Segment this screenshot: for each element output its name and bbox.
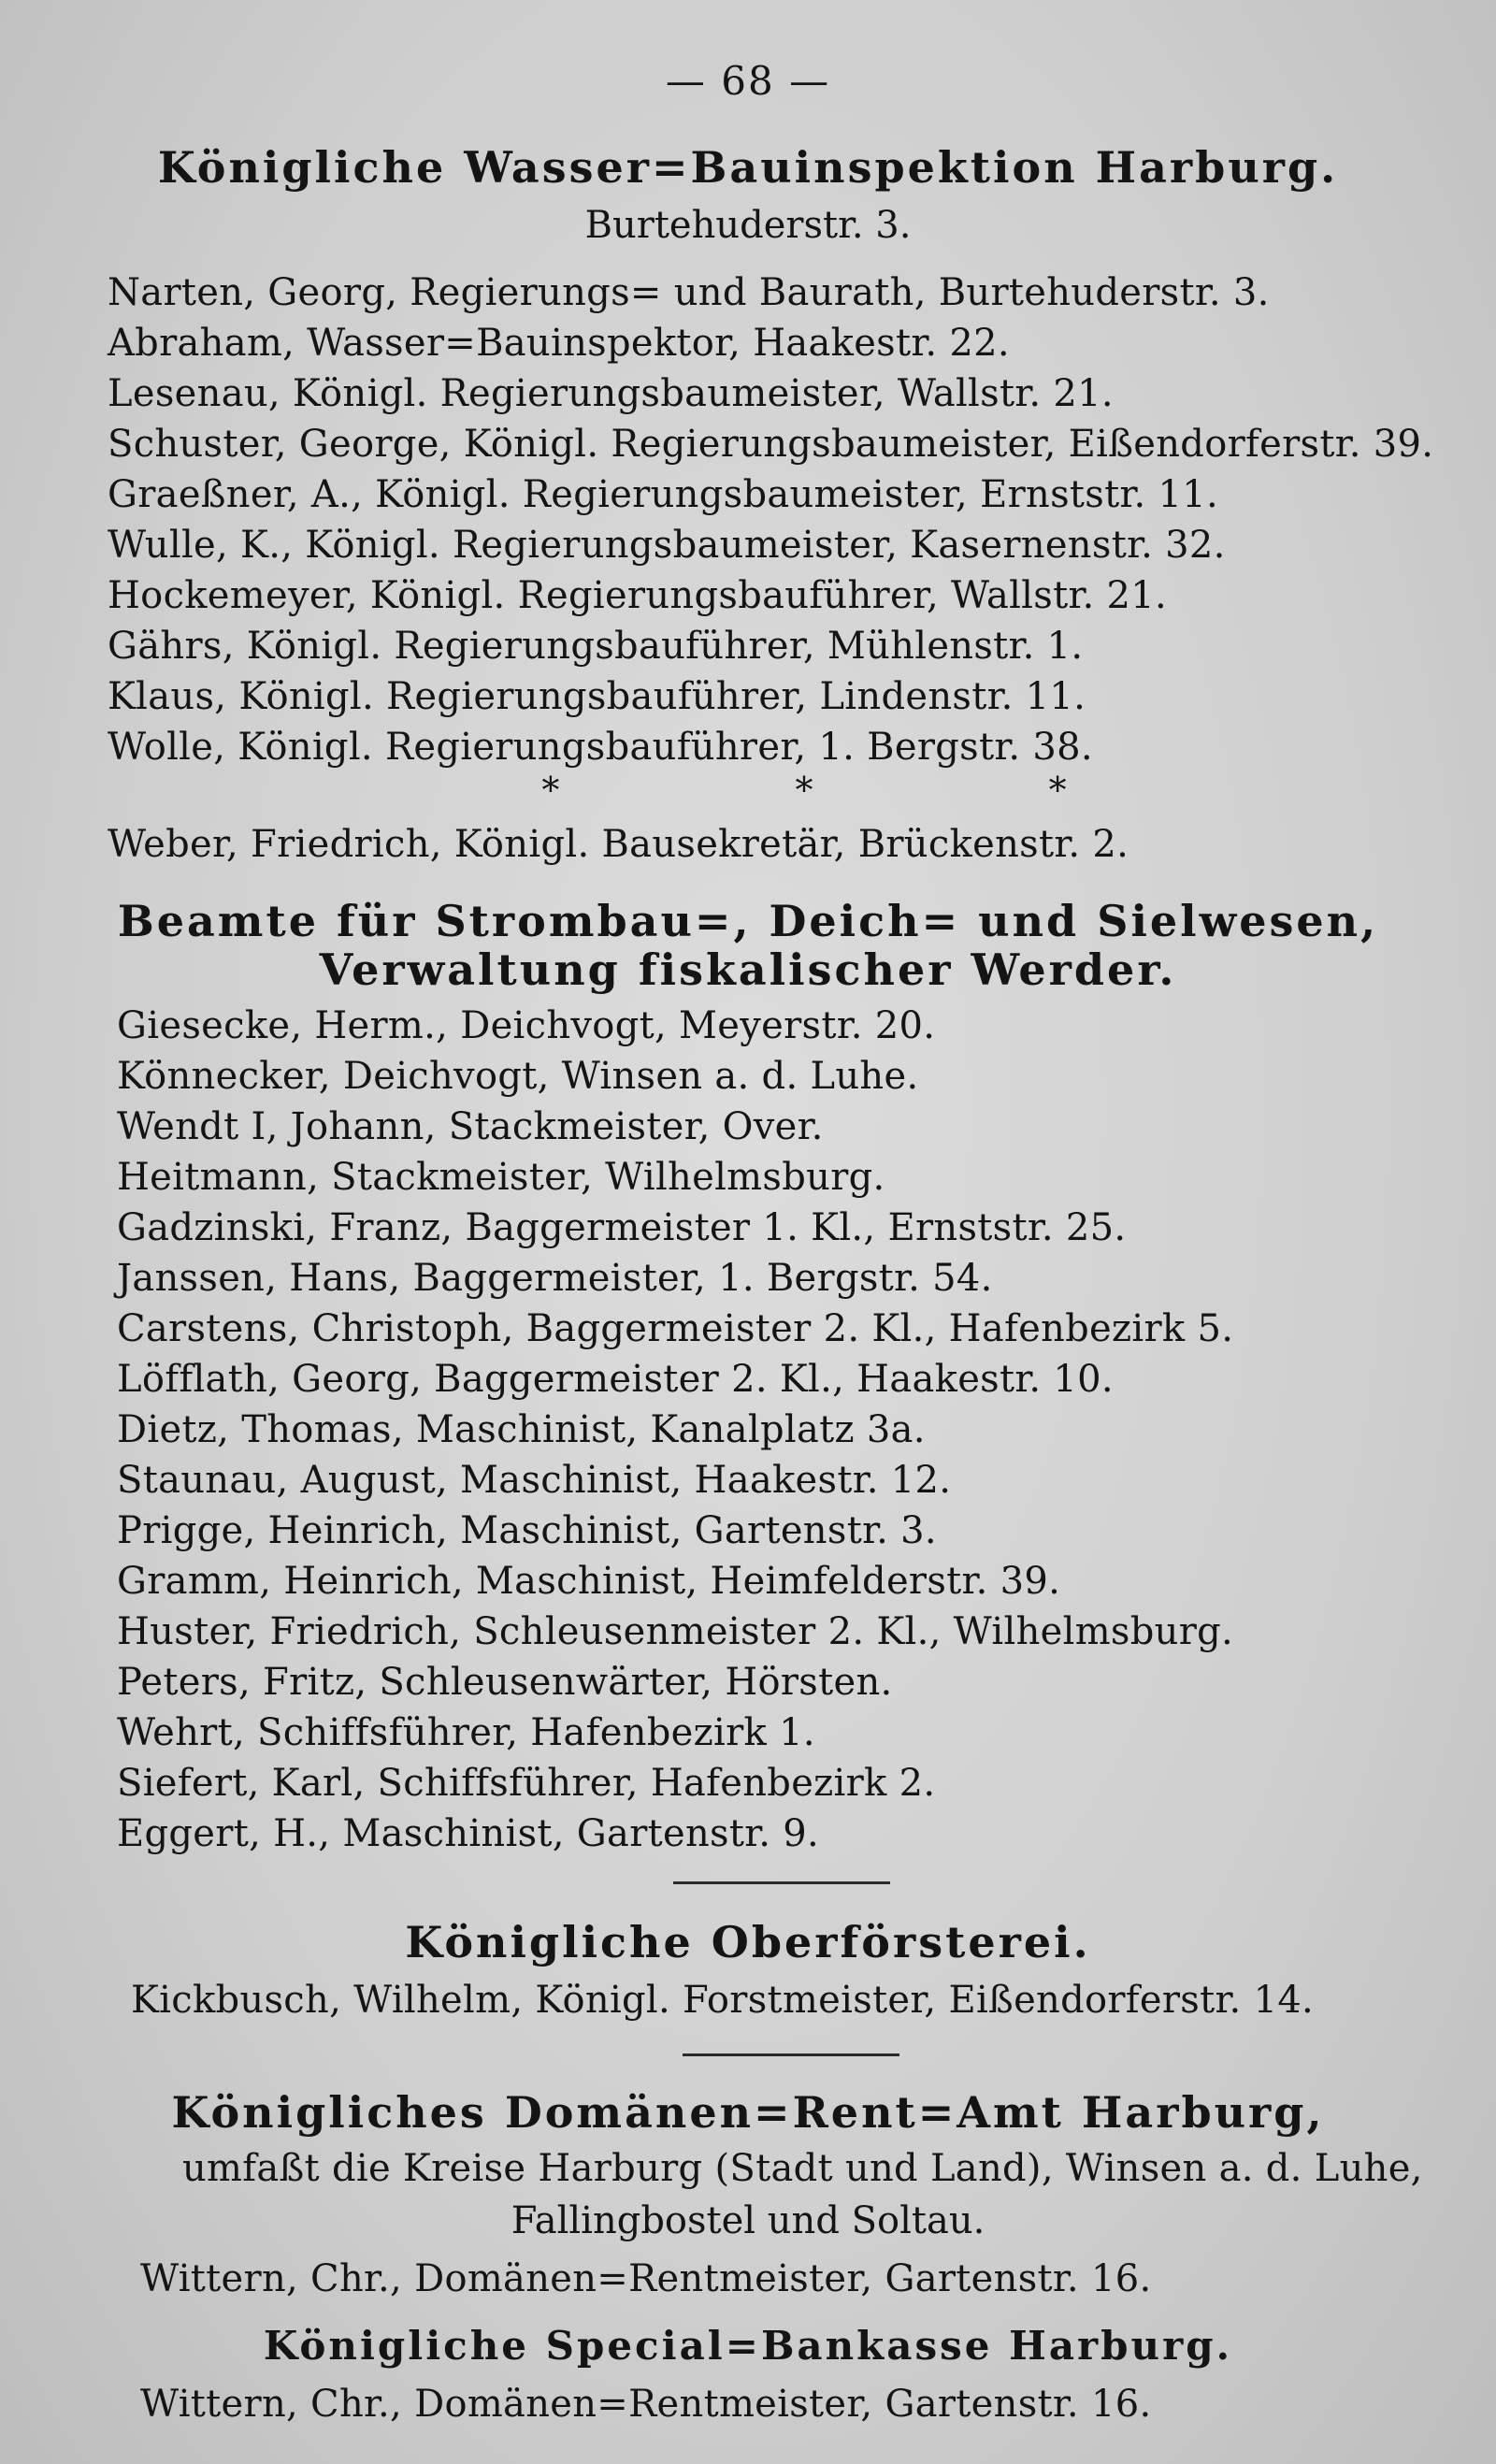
section-title-strombau-line2: Verwaltung fiskalischer Werder.	[319, 944, 1177, 995]
directory-entry: Kickbusch, Wilhelm, Königl. Forstmeister, Eißendorferstr. 14.	[131, 1979, 1315, 2022]
section-divider	[683, 2053, 899, 2056]
section-description: Fallingbostel und Soltau.	[511, 2199, 985, 2242]
directory-entry: Wolle, Königl. Regierungsbauführer, 1. Bergstr. 38.	[108, 726, 1093, 769]
directory-entry: Carstens, Christoph, Baggermeister 2. Kl., Hafenbezirk 5.	[117, 1307, 1234, 1350]
directory-entry: Hockemeyer, Königl. Regierungsbauführer, Wallstr. 21.	[108, 574, 1168, 617]
directory-entry: Huster, Friedrich, Schleusenmeister 2. Kl., Wilhelmsburg.	[117, 1610, 1234, 1653]
directory-entry: Prigge, Heinrich, Maschinist, Gartenstr. 3.	[117, 1509, 937, 1552]
section-title-domaenen-rent-amt: Königliches Domänen=Rent=Amt Harburg,	[171, 2087, 1325, 2138]
directory-entry: Wittern, Chr., Domänen=Rentmeister, Gartenstr. 16.	[140, 2383, 1152, 2426]
directory-entry: Wittern, Chr., Domänen=Rentmeister, Gartenstr. 16.	[140, 2257, 1152, 2300]
directory-entry: Abraham, Wasser=Bauinspektor, Haakestr. 22.	[108, 322, 1010, 365]
section-title-wasser-bauinspektion: Königliche Wasser=Bauinspektion Harburg.	[157, 142, 1339, 193]
directory-entry: Heitmann, Stackmeister, Wilhelmsburg.	[117, 1156, 885, 1199]
directory-entry: Peters, Fritz, Schleusenwärter, Hörsten.	[117, 1661, 893, 1704]
directory-entry: Graeßner, A., Königl. Regierungsbaumeister, Ernststr. 11.	[108, 473, 1219, 516]
directory-entry: Gährs, Königl. Regierungsbauführer, Mühlenstr. 1.	[108, 625, 1084, 668]
section-title-special-bankasse: Königliche Special=Bankasse Harburg.	[263, 2323, 1233, 2369]
directory-entry: Gramm, Heinrich, Maschinist, Heimfelderstr. 39.	[117, 1560, 1061, 1603]
directory-entry: Staunau, August, Maschinist, Haakestr. 12.	[117, 1459, 952, 1502]
section-address: Burtehuderstr. 3.	[584, 204, 912, 247]
directory-entry: Lesenau, Königl. Regierungsbaumeister, Wallstr. 21.	[108, 372, 1114, 415]
directory-entry: Gadzinski, Franz, Baggermeister 1. Kl., Ernststr. 25.	[117, 1206, 1127, 1249]
directory-entry: Giesecke, Herm., Deichvogt, Meyerstr. 20.	[117, 1004, 936, 1047]
directory-entry: Narten, Georg, Regierungs= und Baurath, Burtehuderstr. 3.	[108, 271, 1270, 314]
directory-entry: Wendt I, Johann, Stackmeister, Over.	[117, 1105, 824, 1148]
section-title-oberfoersterei: Königliche Oberförsterei.	[405, 1917, 1091, 1967]
directory-entry: Janssen, Hans, Baggermeister, 1. Bergstr. 54.	[117, 1257, 993, 1300]
directory-entry: Dietz, Thomas, Maschinist, Kanalplatz 3a.	[117, 1408, 926, 1451]
directory-entry: Eggert, H., Maschinist, Gartenstr. 9.	[117, 1812, 820, 1855]
page-number: — 68 —	[665, 58, 831, 104]
directory-entry: Wulle, K., Königl. Regierungsbaumeister, Kasernenstr. 32.	[108, 524, 1226, 567]
directory-entry: Wehrt, Schiffsführer, Hafenbezirk 1.	[117, 1711, 815, 1754]
directory-entry: Siefert, Karl, Schiffsführer, Hafenbezirk 2.	[117, 1762, 936, 1805]
directory-entry: Könnecker, Deichvogt, Winsen a. d. Luhe.	[117, 1055, 919, 1098]
directory-entry: Schuster, George, Königl. Regierungsbaumeister, Eißendorferstr. 39.	[108, 423, 1434, 466]
section-description: umfaßt die Kreise Harburg (Stadt und Land), Winsen a. d. Luhe,	[182, 2147, 1423, 2190]
directory-entry: Weber, Friedrich, Königl. Bausekretär, Brückenstr. 2.	[108, 823, 1129, 866]
directory-entry: Klaus, Königl. Regierungsbauführer, Lindenstr. 11.	[108, 675, 1086, 718]
section-divider	[673, 1881, 890, 1884]
section-title-strombau-line1: Beamte für Strombau=, Deich= und Sielwesen,	[117, 896, 1379, 946]
directory-entry: Löfflath, Georg, Baggermeister 2. Kl., Haakestr. 10.	[117, 1358, 1114, 1401]
separator-asterisks: * * *	[541, 770, 1179, 811]
